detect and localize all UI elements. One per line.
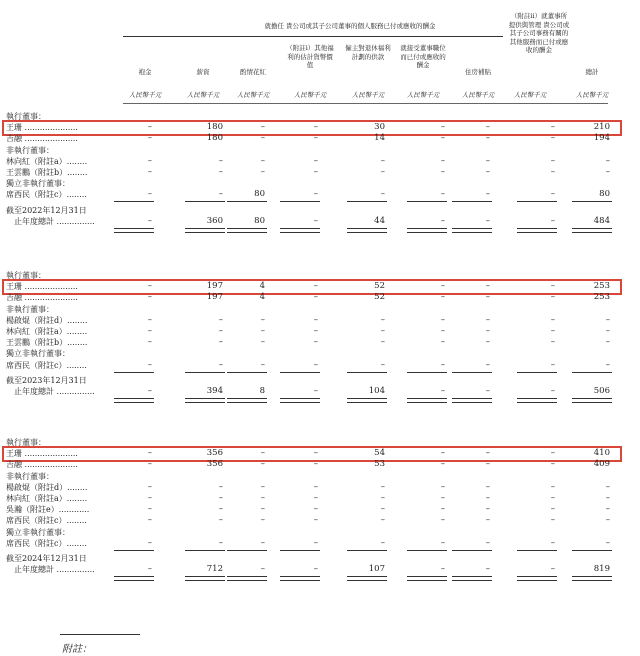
subtotal-rule [280, 550, 320, 551]
subtotal-rule [452, 201, 492, 202]
cell-value: – [440, 122, 445, 133]
cell-value: – [313, 281, 318, 292]
cell-value: – [485, 515, 490, 526]
cell-value: – [260, 359, 265, 370]
cell-value: – [485, 564, 490, 575]
subtotal-rule [517, 550, 557, 551]
subtotal-rule [114, 550, 154, 551]
cell-value: – [313, 337, 318, 348]
cell-value: – [260, 448, 265, 459]
cell-value: – [260, 493, 265, 503]
cell-value: – [485, 215, 490, 226]
cell-value: – [313, 448, 318, 459]
cell-value: – [440, 448, 445, 459]
row-label: 吉融 ..................... [6, 293, 78, 303]
cell-value: – [550, 133, 555, 144]
cell-value: – [550, 215, 555, 226]
cell-value: – [218, 326, 223, 336]
cell-value: – [605, 167, 610, 177]
row-label: 林向紅（附註a）........ [6, 327, 88, 336]
row-label: 席西民（附註c）........ [6, 360, 87, 370]
subtotal-rule [280, 372, 320, 373]
total-double-rule [227, 228, 267, 233]
row-label: 止年度總計 ............... [6, 216, 95, 226]
cell-value: 409 [593, 459, 610, 470]
cell-value: 80 [254, 215, 265, 226]
footnote-label: 附註： [62, 644, 92, 655]
column-header: 酌情花紅 [240, 68, 266, 76]
row-heading: 獨立非執行董事： [6, 349, 70, 359]
column-unit: 人民幣千元 [513, 91, 547, 99]
cell-value: 356 [206, 448, 223, 459]
cell-value: 194 [593, 133, 610, 144]
cell-value: – [147, 459, 152, 470]
row-heading: 截至2023年12月31日 [6, 375, 87, 385]
row-label: 楊啟焜（附註d）........ [6, 482, 88, 492]
cell-value: – [147, 281, 152, 292]
cell-value: 253 [593, 281, 610, 292]
cell-value: – [147, 493, 152, 503]
cell-value: – [605, 337, 610, 348]
cell-value: – [313, 314, 318, 325]
cell-value: – [380, 314, 385, 325]
cell-value: – [260, 459, 265, 470]
cell-value: – [550, 515, 555, 526]
cell-value: – [440, 155, 445, 166]
total-double-rule [572, 398, 612, 403]
cell-value: – [380, 155, 385, 166]
cell-value: – [440, 493, 445, 503]
cell-value: – [380, 481, 385, 492]
cell-value: 52 [374, 292, 385, 303]
row-label: 林向紅（附註a）........ [6, 156, 88, 166]
subtotal-rule [185, 372, 225, 373]
column-unit: 人民幣千元 [461, 91, 495, 99]
cell-value: 80 [599, 189, 610, 200]
cell-value: – [605, 326, 610, 336]
cell-value: 253 [593, 292, 610, 303]
cell-value: – [550, 537, 555, 548]
cell-value: – [485, 292, 490, 303]
cell-value: 4 [259, 281, 265, 292]
total-double-rule [452, 576, 492, 581]
row-label: 王珊 ..................... [6, 123, 78, 133]
total-double-rule [114, 576, 154, 581]
cell-value: – [550, 326, 555, 336]
cell-value: – [485, 189, 490, 200]
cell-value: – [147, 167, 152, 177]
total-double-rule [452, 398, 492, 403]
cell-value: – [550, 337, 555, 348]
cell-value: 30 [374, 122, 385, 133]
total-double-rule [407, 228, 447, 233]
subtotal-rule [572, 201, 612, 202]
cell-value: 197 [206, 281, 223, 292]
subtotal-rule [185, 550, 225, 551]
cell-value: – [218, 167, 223, 177]
cell-value: – [605, 481, 610, 492]
cell-value: 197 [206, 292, 223, 303]
total-double-rule [517, 228, 557, 233]
cell-value: – [380, 326, 385, 336]
cell-value: – [147, 337, 152, 348]
row-heading: 獨立非執行董事： [6, 179, 70, 189]
cell-value: – [313, 359, 318, 370]
cell-value: – [313, 189, 318, 200]
cell-value: – [313, 326, 318, 336]
cell-value: – [147, 504, 152, 515]
cell-value: – [147, 292, 152, 303]
cell-value: – [313, 493, 318, 503]
group-header: 就擔任 貴公司或其子公司董事的個人服務已付或應收的酬金 [264, 22, 436, 30]
cell-value: – [218, 337, 223, 348]
cell-value: – [218, 189, 223, 200]
subtotal-rule [347, 372, 387, 373]
total-double-rule [572, 228, 612, 233]
cell-value: – [380, 189, 385, 200]
total-double-rule [280, 228, 320, 233]
total-double-rule [185, 398, 225, 403]
cell-value: 410 [593, 448, 610, 459]
subtotal-rule [114, 372, 154, 373]
cell-value: – [313, 167, 318, 177]
cell-value: 180 [206, 133, 223, 144]
cell-value: – [147, 515, 152, 526]
cell-value: 712 [206, 564, 223, 575]
note-ii-header: （附註ii）就董事所提供與管理 貴公司或其子公司事務有關的其他服務而已付或應收的酬金 [508, 12, 570, 54]
cell-value: – [147, 448, 152, 459]
column-header: 就接受董事職位而已付或應收的酬金 [400, 44, 446, 69]
cell-value: – [550, 459, 555, 470]
cell-value: – [440, 281, 445, 292]
cell-value: – [440, 215, 445, 226]
cell-value: – [313, 215, 318, 226]
subtotal-rule [347, 201, 387, 202]
cell-value: – [550, 448, 555, 459]
subtotal-rule [572, 550, 612, 551]
total-double-rule [347, 398, 387, 403]
cell-value: – [440, 386, 445, 396]
column-unit: 人民幣千元 [351, 91, 385, 99]
cell-value: 54 [374, 448, 385, 459]
cell-value: – [380, 515, 385, 526]
cell-value: – [147, 155, 152, 166]
row-label: 王珊 ..................... [6, 282, 78, 292]
total-double-rule [114, 398, 154, 403]
cell-value: – [260, 314, 265, 325]
total-double-rule [185, 576, 225, 581]
subtotal-rule [227, 372, 267, 373]
cell-value: 180 [206, 122, 223, 133]
cell-value: 506 [593, 386, 610, 396]
cell-value: – [440, 167, 445, 177]
column-unit: 人民幣千元 [293, 91, 327, 99]
subtotal-rule [452, 372, 492, 373]
cell-value: – [260, 133, 265, 144]
cell-value: – [218, 155, 223, 166]
column-unit: 人民幣千元 [575, 91, 609, 99]
cell-value: – [485, 386, 490, 396]
cell-value: – [147, 359, 152, 370]
subtotal-rule [227, 550, 267, 551]
row-label: 席西民（附註c）........ [6, 190, 87, 200]
subtotal-rule [347, 550, 387, 551]
cell-value: – [218, 314, 223, 325]
cell-value: – [440, 504, 445, 515]
subtotal-rule [185, 201, 225, 202]
cell-value: – [485, 359, 490, 370]
cell-value: – [147, 122, 152, 133]
cell-value: – [260, 122, 265, 133]
cell-value: – [380, 493, 385, 503]
column-header: 袍金 [138, 68, 152, 76]
row-label: 吉融 ..................... [6, 460, 78, 470]
total-double-rule [517, 398, 557, 403]
group-header-rule [123, 36, 503, 37]
cell-value: – [440, 326, 445, 336]
cell-value: 4 [259, 292, 265, 303]
row-label: 席西民（附註c）........ [6, 516, 87, 526]
cell-value: – [550, 504, 555, 515]
row-heading: 截至2022年12月31日 [6, 205, 87, 215]
column-unit: 人民幣千元 [236, 91, 270, 99]
cell-value: – [440, 314, 445, 325]
cell-value: – [485, 133, 490, 144]
total-double-rule [407, 398, 447, 403]
row-heading: 截至2024年12月31日 [6, 554, 87, 563]
cell-value: – [260, 504, 265, 515]
cell-value: – [260, 167, 265, 177]
total-double-rule [114, 228, 154, 233]
cell-value: – [550, 122, 555, 133]
subtotal-rule [572, 372, 612, 373]
column-header: 薪資 [196, 68, 210, 76]
cell-value: – [550, 155, 555, 166]
cell-value: – [550, 167, 555, 177]
cell-value: – [550, 386, 555, 396]
cell-value: – [147, 326, 152, 336]
row-label: 止年度總計 ............... [6, 565, 95, 575]
cell-value: – [605, 155, 610, 166]
cell-value: – [147, 133, 152, 144]
cell-value: – [485, 314, 490, 325]
cell-value: – [313, 133, 318, 144]
cell-value: – [218, 515, 223, 526]
cell-value: – [313, 537, 318, 548]
cell-value: – [380, 359, 385, 370]
cell-value: – [605, 515, 610, 526]
cell-value: – [313, 122, 318, 133]
cell-value: – [313, 292, 318, 303]
subtotal-rule [227, 201, 267, 202]
cell-value: – [147, 537, 152, 548]
cell-value: – [313, 155, 318, 166]
cell-value: 484 [593, 215, 610, 226]
row-label: 王珊 ..................... [6, 449, 78, 459]
cell-value: – [550, 359, 555, 370]
cell-value: 52 [374, 281, 385, 292]
cell-value: – [440, 564, 445, 575]
cell-value: – [440, 481, 445, 492]
cell-value: – [440, 337, 445, 348]
row-label: 林向紅（附註a）........ [6, 494, 88, 503]
subtotal-rule [452, 550, 492, 551]
cell-value: – [147, 215, 152, 226]
row-heading: 非執行董事： [6, 145, 54, 155]
cell-value: – [485, 504, 490, 515]
subtotal-rule [517, 201, 557, 202]
cell-value: – [605, 504, 610, 515]
row-label: 楊啟焜（附註d）........ [6, 315, 88, 325]
cell-value: – [260, 155, 265, 166]
column-header: 僱主對退休福利計劃的供款 [345, 44, 391, 61]
column-header: （附註i）其他福利的估計貨幣價值 [286, 44, 334, 69]
cell-value: 8 [259, 386, 265, 396]
cell-value: – [313, 515, 318, 526]
cell-value: 80 [254, 189, 265, 200]
subtotal-rule [517, 372, 557, 373]
cell-value: – [313, 459, 318, 470]
row-label: 王雲鵬（附註b）........ [6, 168, 88, 177]
cell-value: – [313, 564, 318, 575]
row-heading: 非執行董事： [6, 304, 54, 314]
column-header: 總計 [585, 68, 599, 76]
total-double-rule [280, 398, 320, 403]
cell-value: – [218, 481, 223, 492]
cell-value: – [485, 337, 490, 348]
cell-value: – [485, 537, 490, 548]
cell-value: – [147, 481, 152, 492]
cell-value: – [218, 359, 223, 370]
cell-value: – [147, 189, 152, 200]
cell-value: 819 [593, 564, 610, 575]
cell-value: – [605, 537, 610, 548]
cell-value: – [440, 189, 445, 200]
cell-value: – [550, 281, 555, 292]
subtotal-rule [280, 201, 320, 202]
total-double-rule [452, 228, 492, 233]
row-heading: 非執行董事： [6, 471, 54, 481]
cell-value: – [313, 386, 318, 396]
cell-value: 360 [206, 215, 223, 226]
cell-value: – [485, 281, 490, 292]
cell-value: – [313, 504, 318, 515]
cell-value: – [147, 386, 152, 396]
cell-value: – [605, 493, 610, 503]
cell-value: 104 [368, 386, 385, 396]
cell-value: – [485, 448, 490, 459]
cell-value: 14 [374, 133, 385, 144]
cell-value: – [550, 481, 555, 492]
total-double-rule [572, 576, 612, 581]
cell-value: – [147, 314, 152, 325]
subtotal-rule [407, 372, 447, 373]
total-double-rule [227, 576, 267, 581]
cell-value: – [218, 504, 223, 515]
subtotal-rule [407, 550, 447, 551]
cell-value: – [380, 504, 385, 515]
cell-value: – [605, 359, 610, 370]
cell-value: – [440, 537, 445, 548]
cell-value: – [260, 326, 265, 336]
cell-value: – [380, 337, 385, 348]
cell-value: – [485, 493, 490, 503]
cell-value: – [550, 564, 555, 575]
row-heading: 執行董事： [6, 271, 46, 280]
row-heading: 執行董事： [6, 112, 46, 121]
cell-value: – [260, 537, 265, 548]
total-double-rule [227, 398, 267, 403]
cell-value: 107 [368, 564, 385, 575]
total-double-rule [280, 576, 320, 581]
cell-value: – [218, 537, 223, 548]
cell-value: – [485, 122, 490, 133]
column-unit: 人民幣千元 [128, 91, 162, 99]
cell-value: – [260, 564, 265, 575]
row-label: 吉融 ..................... [6, 134, 78, 144]
cell-value: – [550, 189, 555, 200]
cell-value: – [260, 337, 265, 348]
cell-value: – [147, 564, 152, 575]
cell-value: 44 [374, 215, 385, 226]
cell-value: 356 [206, 459, 223, 470]
cell-value: 53 [374, 459, 385, 470]
cell-value: – [485, 155, 490, 166]
cell-value: – [380, 537, 385, 548]
row-label: 止年度總計 ............... [6, 387, 95, 396]
total-double-rule [347, 228, 387, 233]
cell-value: – [440, 292, 445, 303]
cell-value: – [440, 359, 445, 370]
cell-value: – [440, 133, 445, 144]
cell-value: – [380, 167, 385, 177]
cell-value: 210 [593, 122, 610, 133]
subtotal-rule [407, 201, 447, 202]
cell-value: – [313, 481, 318, 492]
row-heading: 獨立非執行董事： [6, 527, 70, 537]
row-label: 席西民（附註c）........ [6, 538, 87, 548]
total-double-rule [185, 228, 225, 233]
row-label: 吳瀚（附註e）............ [6, 505, 90, 515]
cell-value: – [485, 326, 490, 336]
row-heading: 執行董事： [6, 438, 46, 447]
footnote-rule [60, 634, 140, 635]
column-unit: 人民幣千元 [406, 91, 440, 99]
cell-value: – [440, 459, 445, 470]
cell-value: – [605, 314, 610, 325]
cell-value: – [485, 459, 490, 470]
cell-value: – [550, 314, 555, 325]
cell-value: – [260, 481, 265, 492]
cell-value: – [550, 493, 555, 503]
header-rule [123, 103, 608, 104]
cell-value: – [260, 515, 265, 526]
total-double-rule [517, 576, 557, 581]
cell-value: – [550, 292, 555, 303]
cell-value: – [485, 481, 490, 492]
row-label: 王雲鵬（附註b）........ [6, 338, 88, 348]
total-double-rule [407, 576, 447, 581]
cell-value: – [218, 493, 223, 503]
total-double-rule [347, 576, 387, 581]
cell-value: – [440, 515, 445, 526]
cell-value: – [485, 167, 490, 177]
column-unit: 人民幣千元 [186, 91, 220, 99]
cell-value: 394 [206, 386, 223, 396]
column-header: 住房補貼 [465, 68, 491, 76]
subtotal-rule [114, 201, 154, 202]
